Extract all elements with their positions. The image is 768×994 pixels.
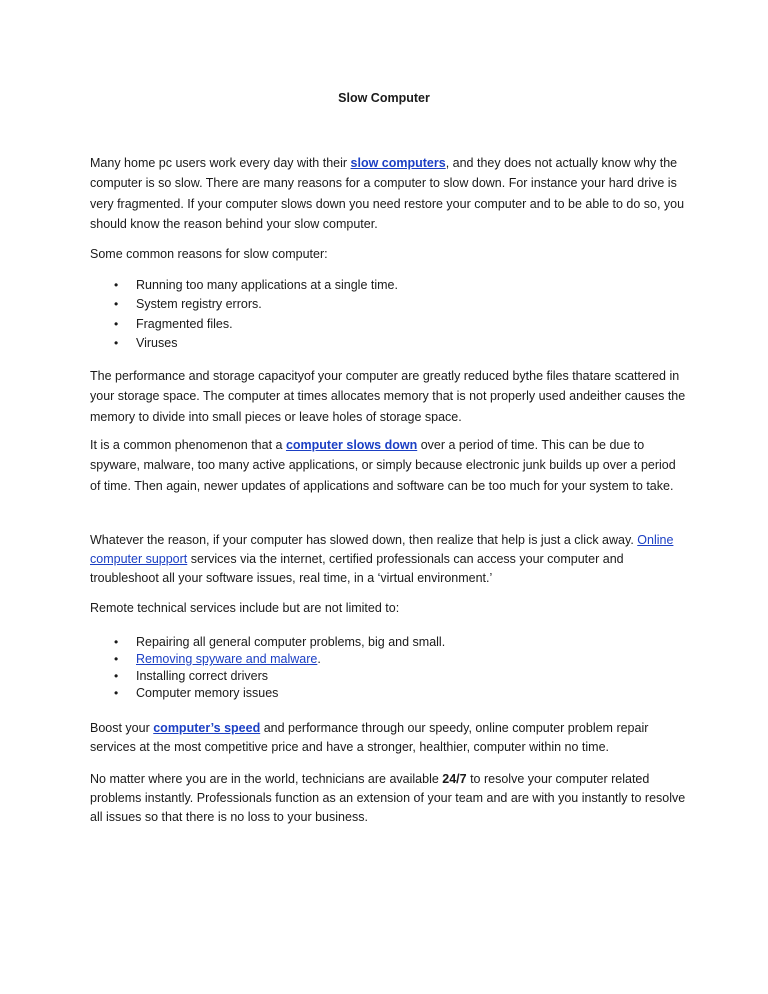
computers-speed-link[interactable]: computer’s speed (153, 721, 261, 735)
boost-text: Boost your (90, 721, 154, 735)
list-item: • Fragmented files. (90, 315, 398, 334)
list-item: • Viruses (90, 334, 398, 353)
phenomenon-paragraph (90, 435, 686, 496)
online-computer-support-link[interactable]: Online computer support (90, 533, 674, 566)
availability-paragraph (90, 770, 686, 827)
list-item: • Installing correct drivers (90, 668, 445, 685)
support-text-continued: services via the internet, certified professionals can access your computer and troubleshoot all your software issues, real time, in a ‘virtual environment.’ (90, 552, 624, 585)
support-text: Whatever the reason, if your computer has slowed down, then realize that help is just a click away. (90, 533, 638, 547)
availability-hours: 24/7 (442, 772, 467, 786)
support-paragraph (90, 531, 686, 588)
computer-slows-down-link[interactable]: computer slows down (285, 438, 418, 452)
boost-text-continued: and performance through our speedy, online computer problem repair services at the most competitive price and have a stronger, healthier, computer within no time. (90, 721, 649, 754)
reasons-intro: Some common reasons for slow computer: (90, 247, 328, 261)
phenomenon-text: It is a common phenomenon that a (90, 438, 286, 452)
performance-paragraph: The performance and storage capacityof your computer are greatly reduced bythe files thatare scattered in your storage space. The computer at times allocates memory that is not properly used andeither causes the memory to divide into small pieces or leave holes of storage space. (90, 369, 686, 424)
list-item: • Computer memory issues (90, 685, 445, 702)
intro-text: Many home pc users work every day with their (90, 156, 351, 170)
slow-computers-link[interactable]: slow computers (350, 156, 446, 170)
list-item: • Running too many applications at a single time. (90, 276, 398, 295)
intro-text-continued: , and they does not actually know why the computer is so slow. There are many reasons for a computer to slow down. For instance your hard drive is very fragmented. If your computer slows down you need restore your computer and to be able to do so, you should know the reason behind your slow computer. (90, 156, 685, 231)
removing-spyware-link[interactable]: Removing spyware and malware (136, 652, 318, 666)
list-item: • System registry errors. (90, 295, 398, 314)
list-item: • Repairing all general computer problems, big and small. (90, 634, 445, 651)
availability-text: No matter where you are in the world, technicians are available (90, 772, 443, 786)
list-item (90, 651, 445, 668)
boost-paragraph (90, 719, 686, 757)
intro-paragraph (90, 153, 686, 234)
services-list (90, 634, 445, 702)
reasons-list (90, 276, 398, 353)
document-title: Slow Computer (338, 91, 430, 105)
phenomenon-text-continued: over a period of time. This can be due to spyware, malware, too many active applications, or simply because electronic junk builds up over a period of time. Then again, newer updates of applications and software can be too much for your system to take. (90, 438, 676, 493)
services-intro: Remote technical services include but are not limited to: (90, 601, 400, 615)
list-item-suffix: . (317, 652, 321, 666)
availability-text-continued: to resolve your computer related problems instantly. Professionals function as an extension of your team and are with you instantly to resolve all issues so that there is no loss to your business. (90, 772, 686, 824)
